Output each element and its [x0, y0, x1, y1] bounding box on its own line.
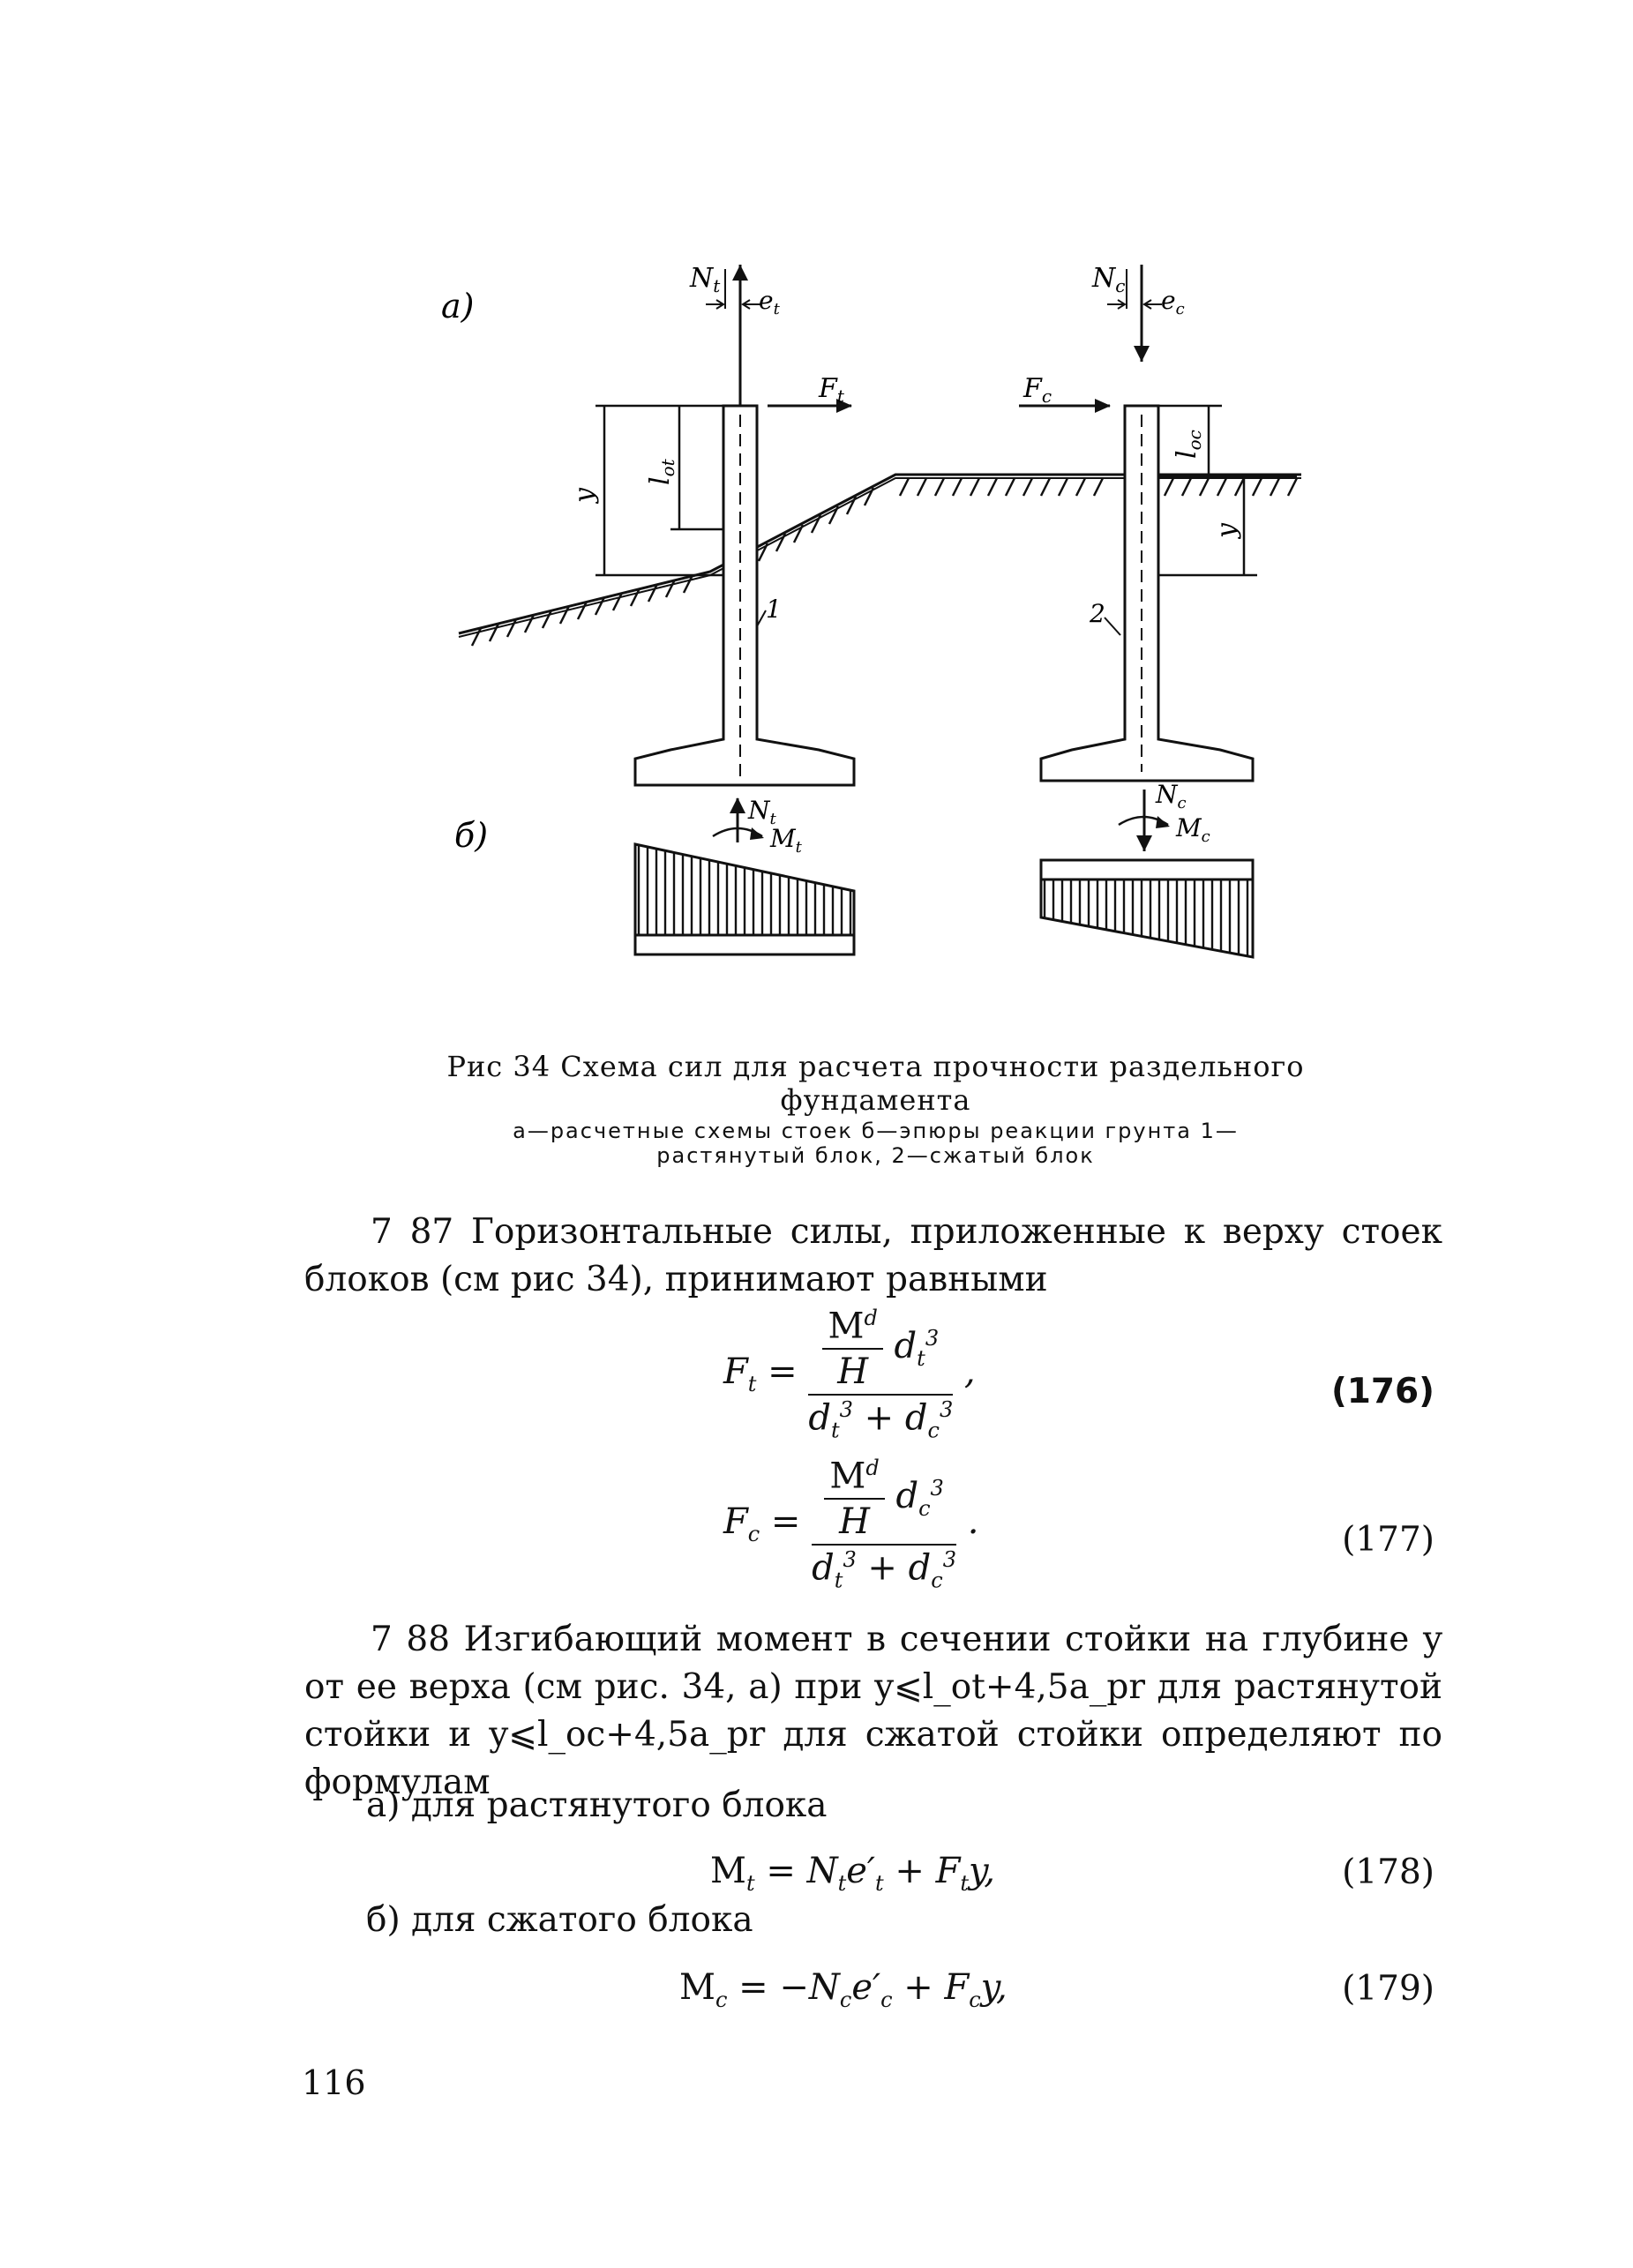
moment-arrowhead-right — [1156, 816, 1170, 828]
label-reaction-force-left: $N_t$ — [748, 796, 776, 828]
dimensions-right — [1158, 406, 1297, 575]
column-compression — [1041, 406, 1253, 781]
axial-force-arrow-left — [732, 265, 748, 281]
label-horizontal-force-right: $F_c$ — [1023, 373, 1052, 407]
axial-force-arrow-right — [1134, 346, 1150, 362]
label-length-right: $l_{oc}$ — [1172, 430, 1205, 459]
paragraph-788 — [304, 1616, 1442, 1807]
leader-block-2 — [1105, 618, 1120, 635]
eccentricity-arrows-left — [706, 300, 760, 309]
equation-number-179: (179) — [1342, 1969, 1434, 2009]
label-reaction-force-right: $N_c$ — [1156, 780, 1187, 812]
formula-177: $F_c$ = $\frac{M^d}{H}$ $d_c^3$ $d_t^3 + d_c^3$ . — [723, 1456, 979, 1593]
equation-number-178: (178) — [1342, 1853, 1434, 1892]
label-depth-left: y — [569, 488, 600, 503]
formula-179: $M_c = -N_ce'_c + F_cy$, — [679, 1967, 1008, 2012]
soil-reaction-diagram-right — [1041, 860, 1253, 957]
label-axial-force-left: $N_t$ — [690, 263, 721, 296]
label-block-1: 1 — [766, 595, 782, 624]
label-depth-right: y — [1211, 523, 1242, 538]
label-horizontal-force-left: $F_t$ — [819, 373, 844, 407]
panel-b-label: б) — [454, 816, 489, 855]
label-moment-left: $M_t$ — [770, 824, 802, 857]
paragraph-788-text: 7 88 Изгибающий момент в сечении стойки на глубине y от ее верха (см рис. 34, а) при y⩽l_ot+4,5a_pr для растянутой стойки и y⩽l_oc+4,5a_pr для сжатой стойки определяют по формулам — [304, 1620, 1442, 1802]
label-length-left: $l_{ot}$ — [645, 459, 678, 485]
page-number: 116 — [302, 2063, 366, 2102]
label-moment-right: $M_c$ — [1176, 813, 1210, 846]
panel-a-label: а) — [441, 287, 475, 326]
soil-reaction-diagram-left — [635, 844, 854, 954]
label-eccentricity-right: $e_c$ — [1161, 286, 1185, 318]
paragraph-787-text: 7 87 Горизонтальные силы, приложенные к верху стоек блоков (см рис 34), принимают равными — [304, 1212, 1442, 1299]
moment-arrowhead-left — [750, 827, 764, 840]
paragraph-787 — [304, 1209, 1442, 1304]
item-b: б) для сжатого блока — [366, 1900, 753, 1940]
label-block-2: 2 — [1090, 599, 1105, 628]
figure-caption-legend: а—расчетные схемы стоек б—эпюры реакции грунта 1—растянутый блок, 2—сжатый блок — [513, 1119, 1239, 1168]
horizontal-force-arrow-right — [1095, 399, 1111, 413]
equation-number-176: (176) — [1330, 1372, 1434, 1411]
reaction-force-arrow-left — [730, 797, 745, 813]
formula-176: $F_t$ = $\frac{M^d}{H}$ $d_t^3$ $d_t^3 + d_c^3$ , — [723, 1306, 976, 1443]
dimensions-left — [596, 406, 723, 575]
label-axial-force-right: $N_c$ — [1092, 263, 1126, 296]
equation-number-177: (177) — [1342, 1520, 1434, 1560]
eccentricity-arrows-right — [1107, 300, 1162, 309]
figure-34 — [0, 0, 1633, 1041]
reaction-force-arrow-right — [1136, 835, 1152, 851]
formula-178: $M_t = N_te'_t + F_ty$, — [710, 1851, 996, 1896]
figure-caption-title: Рис 34 Схема сил для расчета прочности раздельного фундамента — [446, 1050, 1305, 1117]
label-eccentricity-left: $e_t$ — [759, 286, 780, 318]
item-a: а) для растянутого блока — [366, 1785, 828, 1825]
